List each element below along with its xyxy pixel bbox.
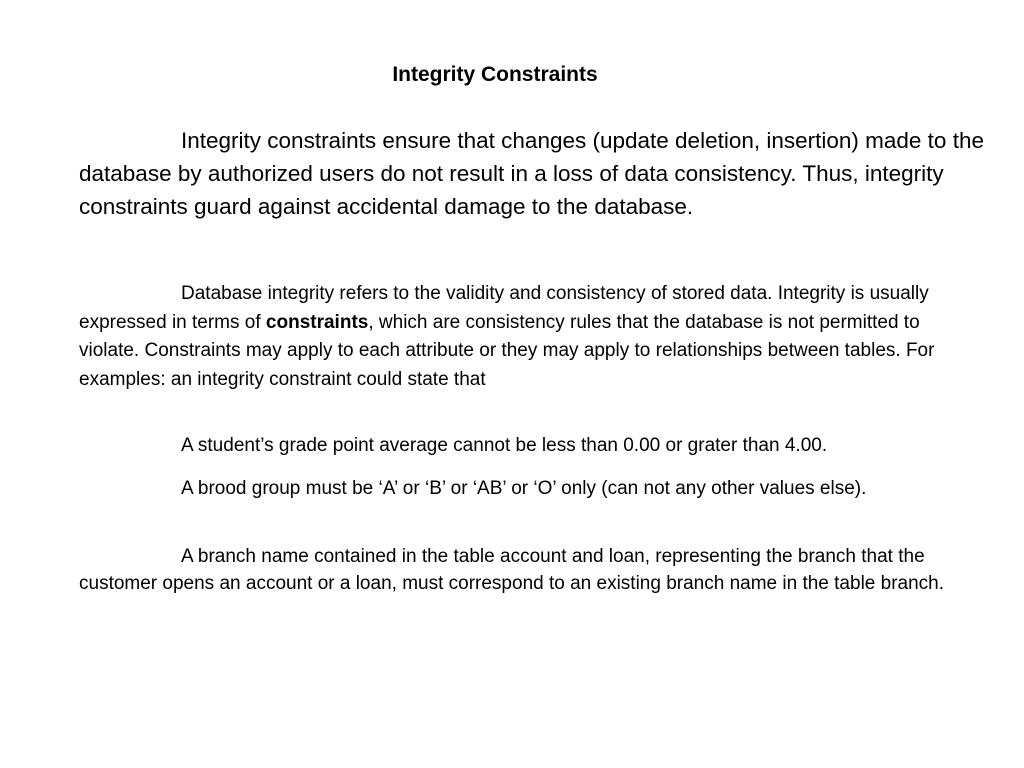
example-grade-point xyxy=(79,432,984,460)
paragraph-integrity-definition-text: Integrity constraints ensure that changes (update deletion, insertion) made to the database by authorized users do not result in a loss of data consistency. Thus, integrity constraints guard against accidental damage to the database. xyxy=(79,128,984,219)
example-blood-group xyxy=(79,474,984,503)
paragraph-database-integrity-text-start: Database integrity refers to the validity and consistency of stored data. Integrity is usually expressed in terms of xyxy=(79,283,929,333)
example-branch-name-text: A branch name contained in the table account and loan, representing the branch that the customer opens an account or a loan, must correspond to an existing branch name in the table branch. xyxy=(79,546,945,594)
slide-title: Integrity Constraints xyxy=(392,63,598,86)
example-branch-name xyxy=(79,544,984,597)
constraints-keyword: constraints xyxy=(265,311,369,333)
paragraph-database-integrity-text-end: , which are consistency rules that the database is not permitted to violate. Constraints may apply to each attribute or they may apply to relationships between tables. For examples: an integrity constraint could state that xyxy=(79,311,935,390)
example-grade-point-text: A student’s grade point average cannot be less than 0.00 or grater than 4.00. xyxy=(181,435,828,456)
paragraph-integrity-definition xyxy=(79,124,984,223)
example-blood-group-text: A brood group must be ‘A’ or ‘B’ or ‘AB’ or ‘O’ only (can not any other values else). xyxy=(181,478,867,499)
paragraph-database-integrity xyxy=(79,280,984,394)
